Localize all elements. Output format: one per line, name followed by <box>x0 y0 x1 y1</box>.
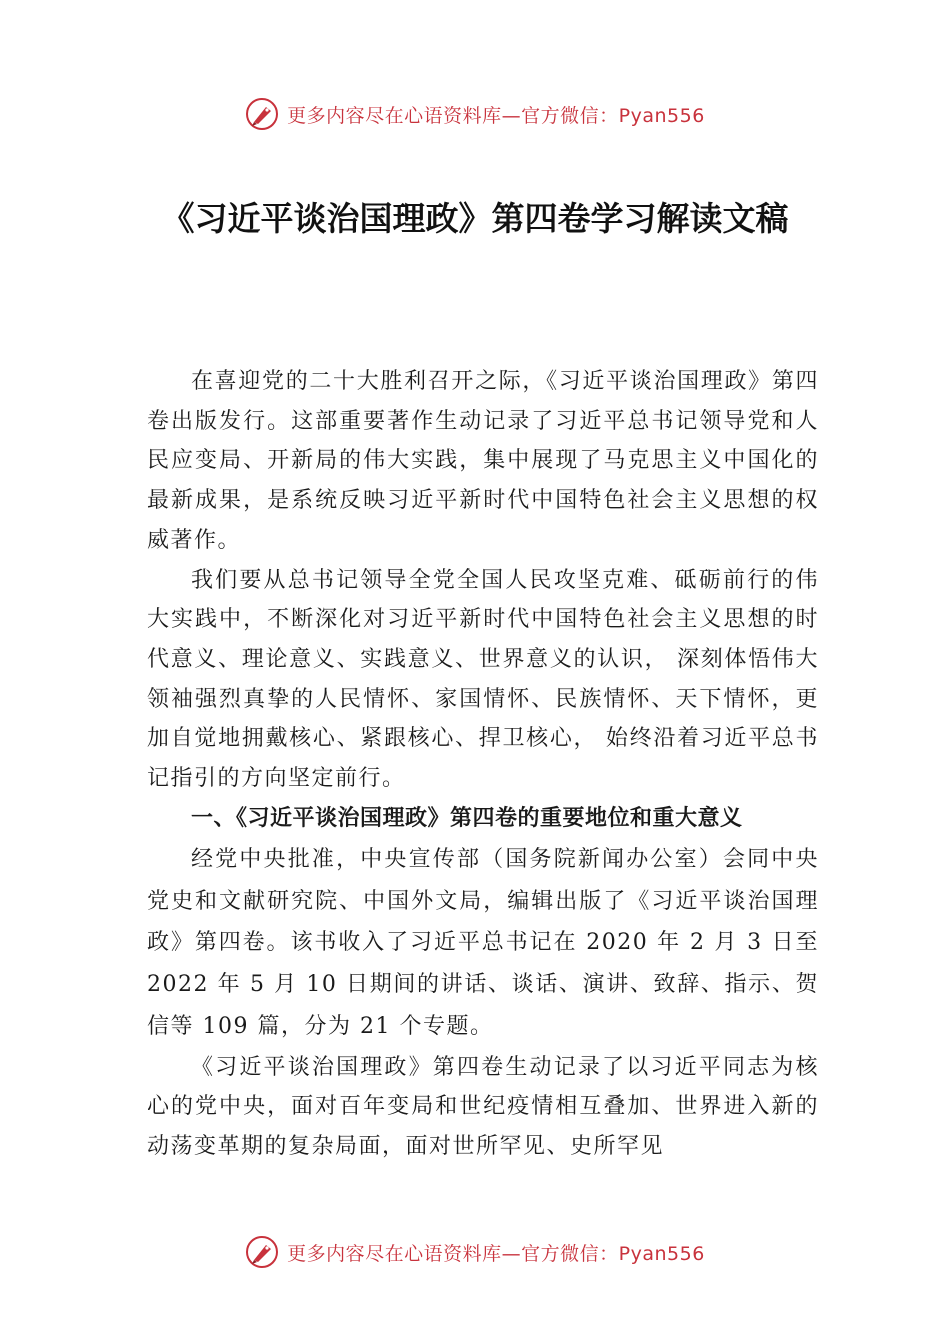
banner-text: 更多内容尽在心语资料库—官方微信：Pyan556 <box>287 104 705 127</box>
paragraph: 《习近平谈治国理政》第四卷生动记录了以习近平同志为核心的党中央，面对百年变局和世纪疫情相互叠加、世界进入新的动荡变革期的复杂局面，面对世所罕见、史所罕见 <box>147 1054 819 1160</box>
pen-nib-logo-icon <box>245 1235 279 1269</box>
paragraph: 我们要从总书记领导全党全国人民攻坚克难、砥砺前行的伟大实践中，不断深化对习近平新时代中国特色社会主义思想的时代意义、理论意义、实践意义、世界意义的认识， 深刻体悟伟大领袖强烈真挚的人民情怀、家国情怀、民族情怀、天下情怀，更加自觉地拥戴核心、紧跟核心、捍卫核心， 始终沿着习近平总书记指引的方向坚定前行。 <box>147 567 819 792</box>
document-title: 《习近平谈治国理政》第四卷学习解读文稿 <box>161 199 789 238</box>
section-heading: 一、《习近平谈治国理政》第四卷的重要地位和重大意义 <box>191 805 743 831</box>
header-banner <box>0 94 950 134</box>
paragraph: 经党中央批准，中央宣传部（国务院新闻办公室）会同中央党史和文献研究院、中国外文局，编辑出版了《习近平谈治国理政》第四卷。该书收入了习近平总书记在 2020 年 2 月 3 日至 2022 年 5 月 10 日期间的讲话、谈话、演讲、致辞、指示、贺信等 109 篇，分为 21 个专题。 <box>147 846 819 1039</box>
pen-nib-logo-icon <box>245 97 279 131</box>
banner-text: 更多内容尽在心语资料库—官方微信：Pyan556 <box>287 1242 705 1265</box>
footer-banner <box>0 1232 950 1272</box>
paragraph: 在喜迎党的二十大胜利召开之际，《习近平谈治国理政》第四卷出版发行。这部重要著作生动记录了习近平总书记领导党和人民应变局、开新局的伟大实践，集中展现了马克思主义中国化的最新成果，是系统反映习近平新时代中国特色社会主义思想的权威著作。 <box>147 369 819 553</box>
document-body <box>147 362 819 1167</box>
